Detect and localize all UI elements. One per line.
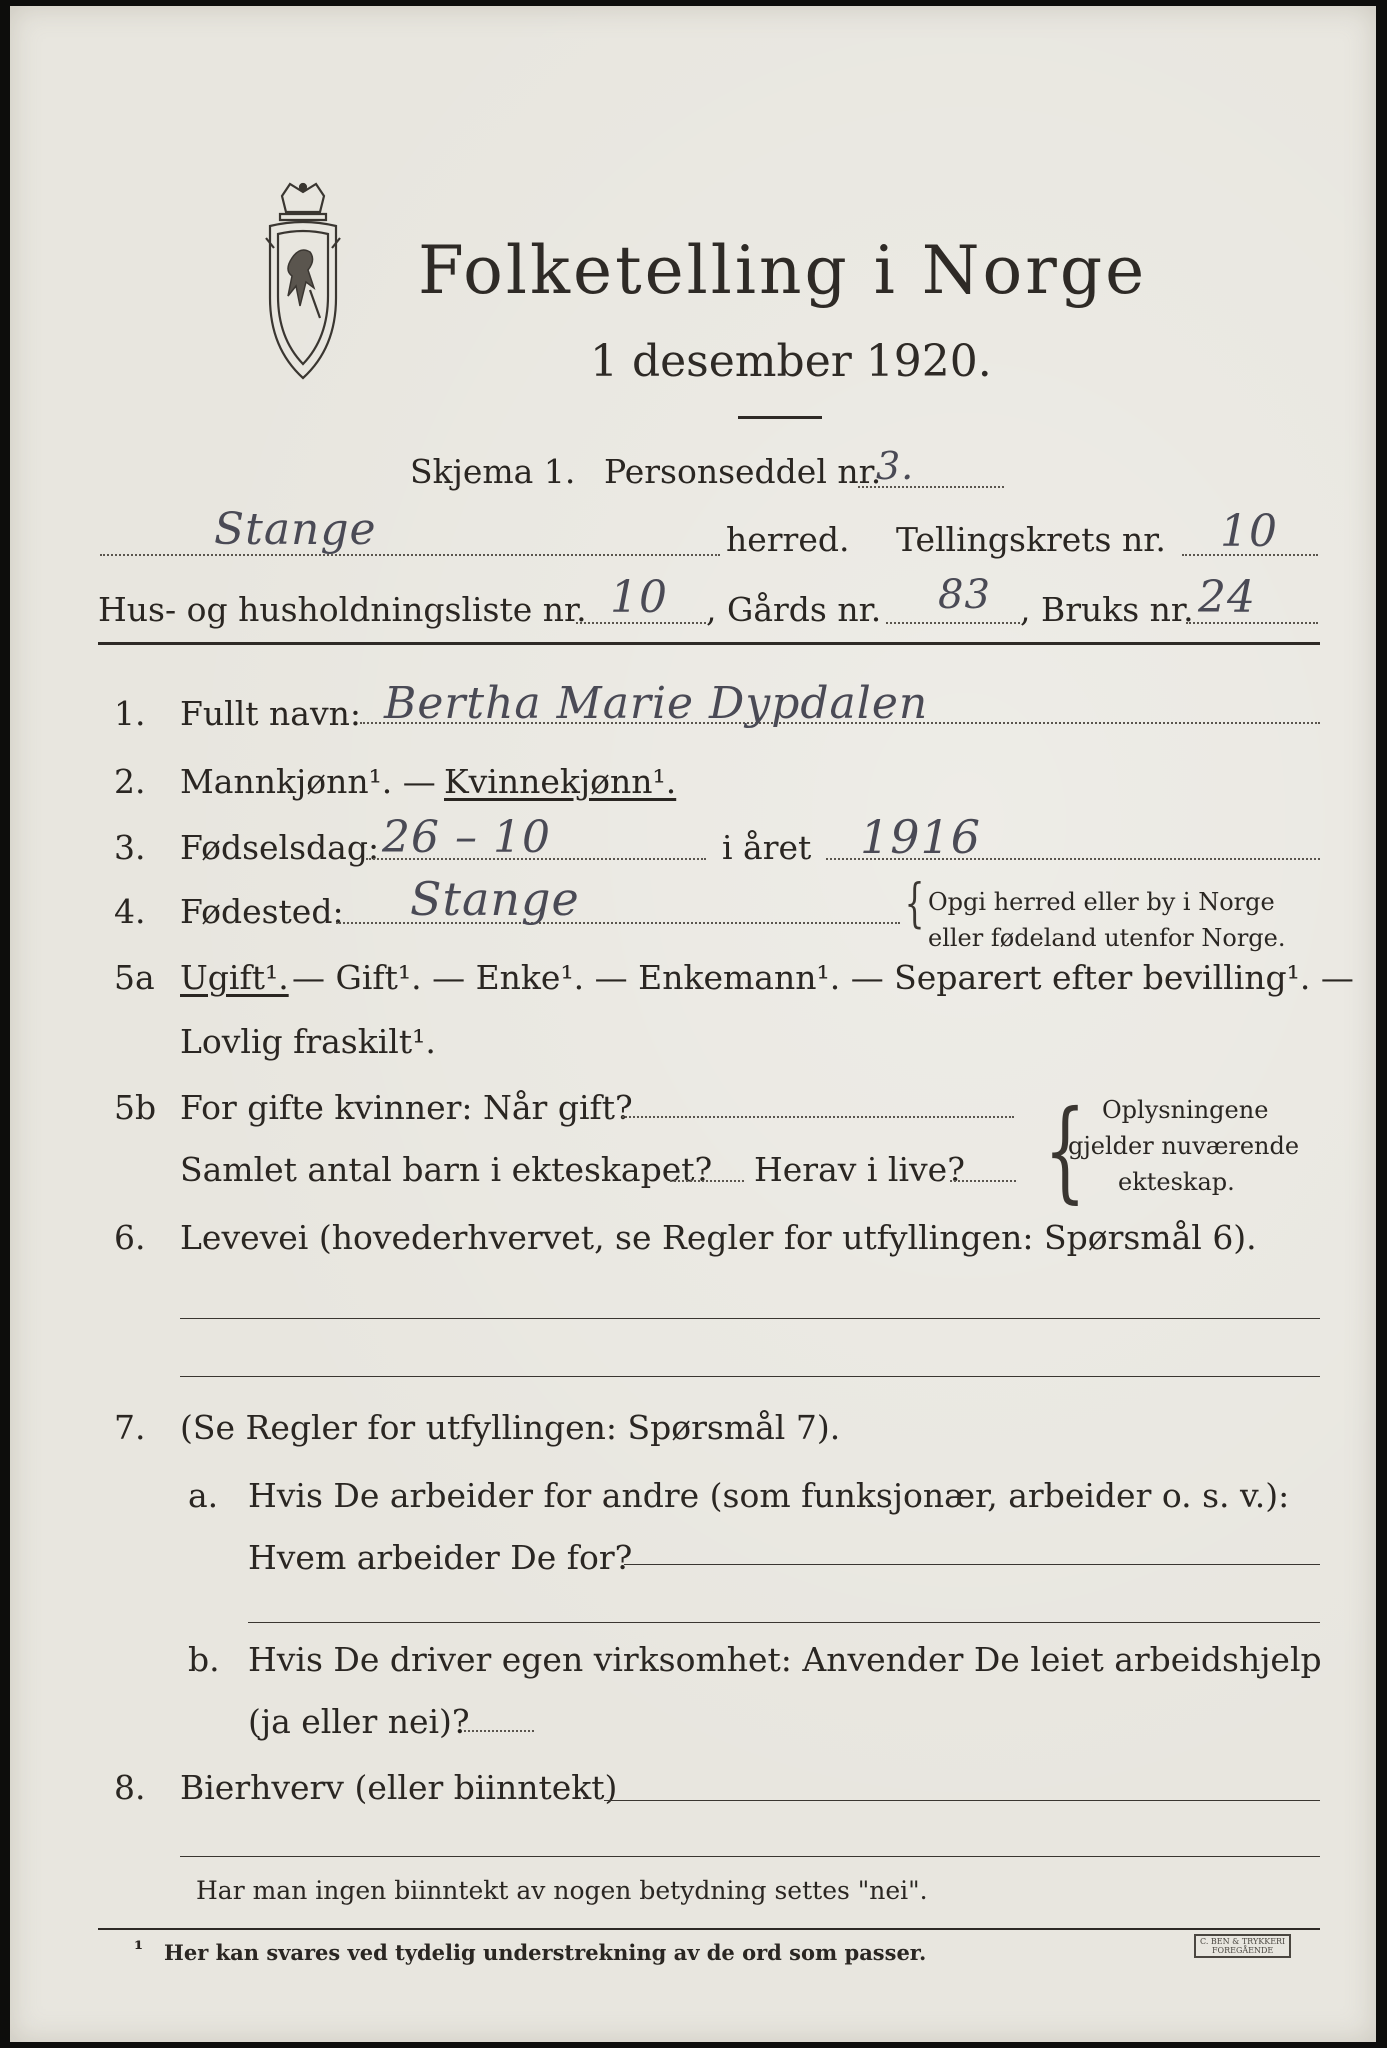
herred-label: herred.: [726, 520, 850, 559]
q6-number: 6.: [114, 1218, 146, 1257]
q5a-ugift-option[interactable]: Ugift¹.: [180, 958, 289, 997]
skjema-label: Skjema 1.: [410, 452, 576, 491]
q6-label: Levevei (hovederhvervet, se Regler for utfyllingen: Spørsmål 6).: [180, 1218, 1257, 1257]
q4-note-line1: Opgi herred eller by i Norge: [928, 888, 1275, 916]
q5a-other-options[interactable]: — Gift¹. — Enke¹. — Enkemann¹. — Separert efter bevilling¹. —: [292, 958, 1354, 997]
census-form-sheet: [10, 6, 1376, 2042]
printer-stamp-line1: C. BEN & TRYKKERI: [1200, 1937, 1286, 1946]
employer-field-extra[interactable]: [248, 1622, 1320, 1623]
printer-stamp: [1194, 1934, 1291, 1958]
form-title: Folketelling i Norge: [418, 232, 1148, 309]
herred-value: Stange: [214, 504, 377, 555]
footnote-mark: ¹: [134, 1936, 144, 1961]
bruks-value: 24: [1198, 572, 1256, 623]
title-divider: [738, 416, 822, 419]
gards-label: , Gårds nr.: [706, 590, 882, 629]
gards-field[interactable]: [886, 622, 1020, 624]
q8-label: Bierhverv (eller biinntekt): [180, 1768, 618, 1807]
q2-kvinne-option[interactable]: Kvinnekjønn¹.: [444, 762, 677, 801]
q4-number: 4.: [114, 892, 146, 931]
q5b-brace: {: [1044, 1086, 1086, 1214]
year-label: i året: [722, 828, 812, 867]
herred-field[interactable]: [100, 554, 720, 556]
full-name-value: Bertha Marie Dypdalen: [384, 678, 929, 729]
q5b-note-line1: Oplysningene: [1102, 1096, 1269, 1124]
q7-label: (Se Regler for utfyllingen: Spørsmål 7).: [180, 1408, 841, 1447]
q5b-number: 5b: [114, 1088, 157, 1127]
children-total-field[interactable]: [670, 1180, 744, 1182]
married-date-field[interactable]: [622, 1116, 1014, 1118]
tellingskrets-label: Tellingskrets nr.: [896, 520, 1166, 559]
occupation-line-2[interactable]: [180, 1376, 1320, 1377]
printer-stamp-line2: FOREGÅENDE: [1211, 1946, 1274, 1955]
q1-number: 1.: [114, 694, 146, 733]
q3-label: Fødselsdag:: [180, 828, 380, 867]
personseddel-label: Personseddel nr.: [604, 452, 882, 491]
children-alive-field[interactable]: [950, 1180, 1016, 1182]
q7a-line2: Hvem arbeider De for?: [248, 1538, 633, 1577]
q5a-fraskilt-option[interactable]: Lovlig fraskilt¹.: [180, 1022, 436, 1061]
header-separator: [98, 642, 1320, 645]
q7b-line2: (ja eller nei)?: [248, 1702, 470, 1741]
q8-number: 8.: [114, 1768, 146, 1807]
personseddel-value: 3.: [876, 444, 915, 488]
q7a-line1: Hvis De arbeider for andre (som funksjonær, arbeider o. s. v.):: [248, 1476, 1290, 1515]
tellingskrets-value: 10: [1220, 506, 1278, 557]
q5b-label: For gifte kvinner: Når gift?: [180, 1088, 633, 1127]
employer-field[interactable]: [624, 1564, 1320, 1565]
q7b-line1: Hvis De driver egen virksomhet: Anvender De leiet arbeidshjelp: [248, 1640, 1322, 1679]
q5b-note-line2: gjelder nuværende: [1068, 1132, 1300, 1160]
gards-value: 83: [938, 572, 991, 618]
footnote-separator: [98, 1928, 1320, 1930]
hired-help-field[interactable]: [464, 1730, 534, 1732]
husholdningsliste-value: 10: [610, 572, 668, 623]
q7-number: 7.: [114, 1408, 146, 1447]
occupation-line-1[interactable]: [180, 1318, 1320, 1319]
birthdate-value: 26 – 10: [382, 812, 551, 863]
birthyear-value: 1916: [860, 810, 982, 864]
husholdningsliste-label: Hus- og husholdningsliste nr.: [98, 590, 587, 629]
q7b-letter: b.: [188, 1640, 220, 1679]
q4-note-line2: eller fødeland utenfor Norge.: [928, 924, 1286, 952]
q4-brace: {: [904, 874, 925, 934]
q5a-number: 5a: [114, 958, 155, 997]
q2-mann-option[interactable]: Mannkjønn¹. —: [180, 762, 436, 801]
q7a-letter: a.: [188, 1476, 219, 1515]
q5b-note-line3: ekteskap.: [1118, 1168, 1235, 1196]
q8-note: Har man ingen biinntekt av nogen betydning settes "nei".: [196, 1876, 928, 1905]
q1-label: Fullt navn:: [180, 694, 361, 733]
q3-number: 3.: [114, 828, 146, 867]
q5b-children-label: Samlet antal barn i ekteskapet?: [180, 1150, 713, 1189]
q5b-alive-label: Herav i live?: [754, 1150, 965, 1189]
footnote-text: Her kan svares ved tydelig understrekning av de ord som passer.: [164, 1940, 927, 1965]
coat-of-arms-icon: [250, 178, 356, 386]
side-income-line-2[interactable]: [180, 1856, 1320, 1857]
side-income-field[interactable]: [604, 1800, 1320, 1801]
q4-label: Fødested:: [180, 892, 344, 931]
bruks-label: , Bruks nr.: [1020, 590, 1194, 629]
birthplace-value: Stange: [410, 872, 580, 926]
census-date: 1 desember 1920.: [590, 336, 992, 387]
q2-number: 2.: [114, 762, 146, 801]
